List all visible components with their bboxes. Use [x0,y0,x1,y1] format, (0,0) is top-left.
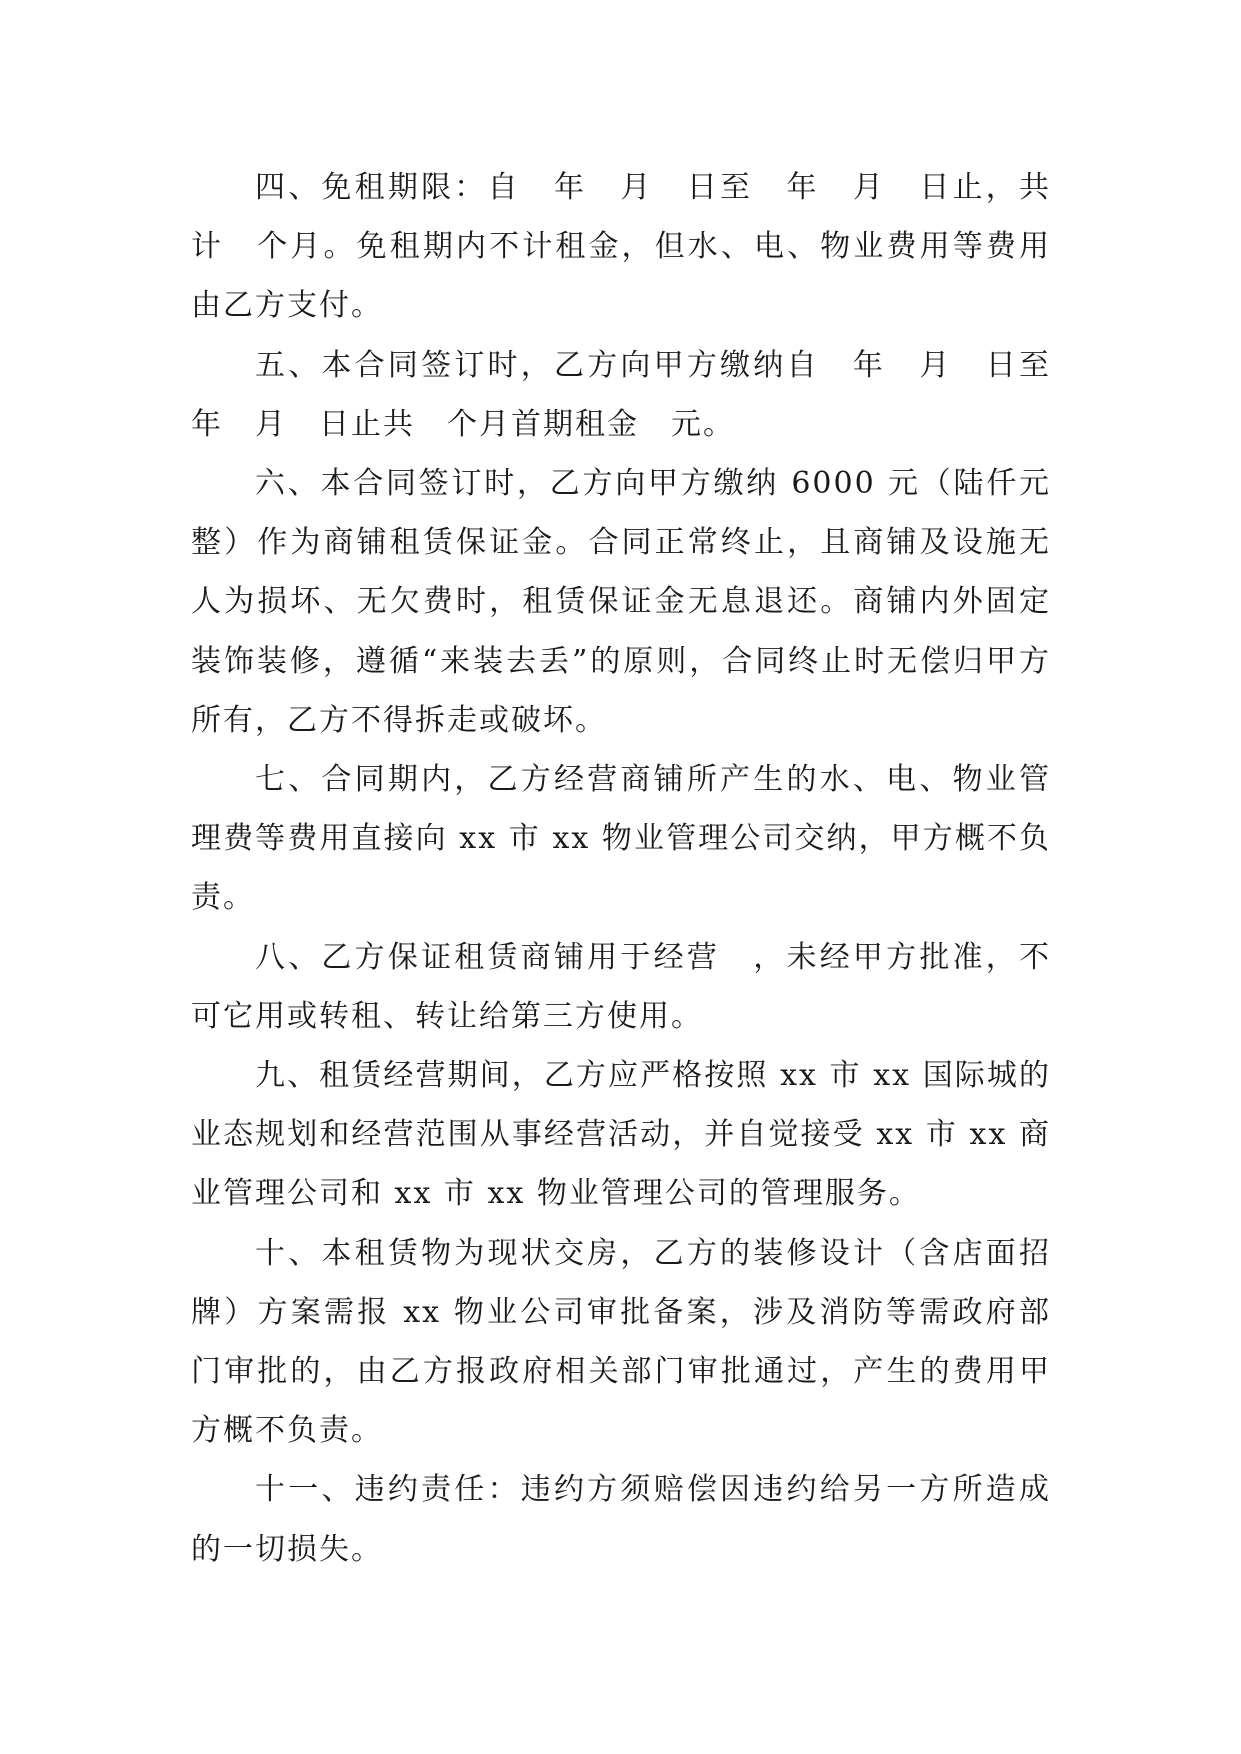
clause-5-first-rent-payment: 五、本合同签订时，乙方向甲方缴纳自 年 月 日至 年 月 日止共 个月首期租金 元。 [191,347,1083,442]
clause-4-rent-free-period: 四、免租期限：自 年 月 日至 年 月 日止，共计 个月。免租期内不计租金，但水、电、物业费用等费用由乙方支付。 [191,170,1051,324]
clause-11-breach-liability: 十一、违约责任：违约方须赔偿因违约给另一方所造成的一切损失。 [191,1472,1051,1567]
document-page [191,158,1083,1579]
clause-7-utility-fees: 七、合同期内，乙方经营商铺所产生的水、电、物业管理费等费用直接向 xx 市 xx 物业管理公司交纳，甲方概不负责。 [191,762,1051,916]
clause-6-security-deposit: 六、本合同签订时，乙方向甲方缴纳 6000 元（陆仟元整）作为商铺租赁保证金。合同正常终止，且商铺及设施无人为损坏、无欠费时，租赁保证金无息退还。商铺内外固定装饰装修，遵循“来装去丢”的原则，合同终止时无偿归甲方所有，乙方不得拆走或破坏。 [191,466,1051,738]
clause-9-business-management: 九、租赁经营期间，乙方应严格按照 xx 市 xx 国际城的业态规划和经营范围从事经营活动，并自觉接受 xx 市 xx 商业管理公司和 xx 市 xx 物业管理公司的管理服务。 [191,1058,1051,1212]
clause-8-permitted-use: 八、乙方保证租赁商铺用于经营 ，未经甲方批准，不可它用或转租、转让给第三方使用。 [191,939,1051,1034]
clause-10-renovation-approval: 十、本租赁物为现状交房，乙方的装修设计（含店面招牌）方案需报 xx 物业公司审批备案，涉及消防等需政府部门审批的，由乙方报政府相关部门审批通过，产生的费用甲方概不负责。 [191,1235,1051,1449]
